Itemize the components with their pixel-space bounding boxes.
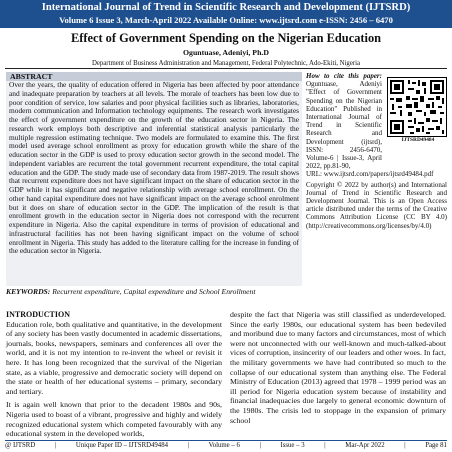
body-column-right: [230, 310, 446, 429]
copyright-text: Copyright © 2022 by author(s) and International Journal of Trend in Scientific Research and Development Journal. This is an Open Access article distributed under the terms of the Creative Commons Attribution License (CC BY 4.0) (http://creativecommons.org/licenses/by/4.0): [306, 180, 447, 230]
qr-code: [387, 77, 447, 137]
abstract-text: Over the years, the quality of education offered in Nigeria has been affected by poor attendance and inadequate preparation by teachers at all levels. The morale of teachers has been low due to poor condition of service, low salaries and poor physical facilities such as libraries, laboratories, modern communication and Information technology equipments. The research work investigates the effect of government expenditure on the growth of the education sector in Nigeria. The research work employs both descriptive and inferential statistical analysis particularly the multiple regression estimating technique. Two models are formulated to examine this. The first model used average school enrollment as proxy for education growth while the share of the education sector in the GDP is used to proxy education sector growth in the second model. The independent variables are recurrent the total government recurrent expenditure, the total capital education and the GDP. The study made use of secondary data from 1987-2019. The result shows that recurrent expenditure does not have significant impact on the share of education sector in the GDP while it has significant and negative relationship with average school enrollment. On the other hand capital expenditure does not have significant impact on the average school enrolment but it does on share of education sector in the GDP. The implication of the result is that enrollment growth in the education sector in Nigeria does not correspond with the recurrent expenditure in Nigeria. Also the capital expenditure in terms of provision of educational and infrastructural facilities has not been having significant impact on the volume of school enrollment in Nigeria. This study has added to the literature calling for the increase in funding of the education sector in Nigeria.: [9, 80, 299, 256]
footer-page: Page 81: [425, 442, 447, 449]
intro-paragraph-3: despite the fact that Nigeria was still classified as underdeveloped. Since the early 1980s, our educational system has been bedeviled and moribund due to many factors and circumstances, most of which were not unconnected with our well-known and much-talked-about vices of corruption, insincerity of our leaders and other woes. In fact, the military governments we have had contributed so much to the collapse of our educational system than anything else. The Federal Ministry of Education (2013) agreed that 1978 – 1999 period was an ill period for Nigeria education system because of instability and financial inadequacies due largely to general economic downturn of the 1980s. The crisis led to stoppage in the expansion of primary school: [230, 310, 446, 425]
keywords-line: [6, 287, 302, 296]
keywords-label: KEYWORDS:: [6, 287, 51, 296]
footer-date: Mar-Apr 2022: [345, 442, 385, 449]
qr-code-graphic: [388, 78, 446, 136]
paper-id-label: IJTSRD49484: [401, 137, 435, 143]
intro-paragraph-2: It is again well known that prior to the decadent 1980s and 90s, Nigeria used to boast of a vibrant, progressive and highly and widely recognized educational system which competed favourably with any educational system in the developed worlds,: [6, 400, 222, 439]
citation-block: [306, 72, 382, 170]
abstract-heading: ABSTRACT: [6, 72, 302, 81]
copyright-section: [306, 181, 447, 230]
citation-url-line: [306, 170, 447, 178]
footer-unique-id: Unique Paper ID – IJTSRD49484: [75, 442, 169, 449]
page-footer: @ IJTSRD | Unique Paper ID – IJTSRD49484 | Volume – 6 | Issue – 3 | Mar-Apr 2022 | Page 81: [5, 442, 447, 449]
url-label: URL:: [306, 170, 322, 179]
citation-panel: [306, 72, 447, 230]
journal-name: International Journal of Trend in Scientific Research and Development (IJTSRD): [41, 2, 411, 13]
paper-affiliation: Department of Business Administration and Management, Federal Polytechnic, Ado-Ekiti, Nigeria: [91, 60, 361, 67]
volume-line: Volume 6 Issue 3, March-April 2022 Available Online: www.ijtsrd.com e-ISSN: 2456 – 6470: [59, 15, 393, 25]
footer-volume: Volume – 6: [208, 442, 240, 449]
footer-left: @ IJTSRD: [5, 442, 36, 449]
title-divider: [5, 68, 447, 69]
how-to-cite-label: How to cite this paper:: [306, 72, 382, 80]
keywords-text: Recurrent expenditure, Capital expenditure and School Enrollment: [50, 287, 256, 296]
paper-authors: Oguntuase, Adeniyi, Ph.D: [182, 48, 269, 57]
intro-paragraph-1: Education role, both qualitative and quantitative, in the development of any society has been vastly documented in academic dissertations, journals, books, newspapers, seminars and conferences all over the world, and it is not my intention to re-invent the wheel or revisit it here. It has long been recognized that the survival of the Nigerian state, as a viable, progressive and democratic society will depend on the state or health of her educational systems – primary, secondary and tertiary.: [6, 319, 222, 396]
body-column-left: [6, 310, 222, 443]
journal-header: [0, 0, 452, 28]
abstract-box: [6, 72, 302, 286]
citation-text: Oguntuase, Adeniyi "Effect of Government Spending on the Nigerian Education" Published in International Journal of Trend in Scientific Research and Development (ijtsrd), ISSN: 2456-6470, Volume-6 | Issue-3, April 2022, pp.81-90,: [306, 80, 382, 171]
introduction-heading: INTRODUCTION: [6, 310, 71, 319]
footer-issue: Issue – 3: [280, 442, 305, 449]
citation-url[interactable]: www.ijtsrd.com/papers/ijtsrd49484.pdf: [323, 170, 434, 179]
paper-title: Effect of Government Spending on the Nigerian Education: [70, 31, 382, 45]
